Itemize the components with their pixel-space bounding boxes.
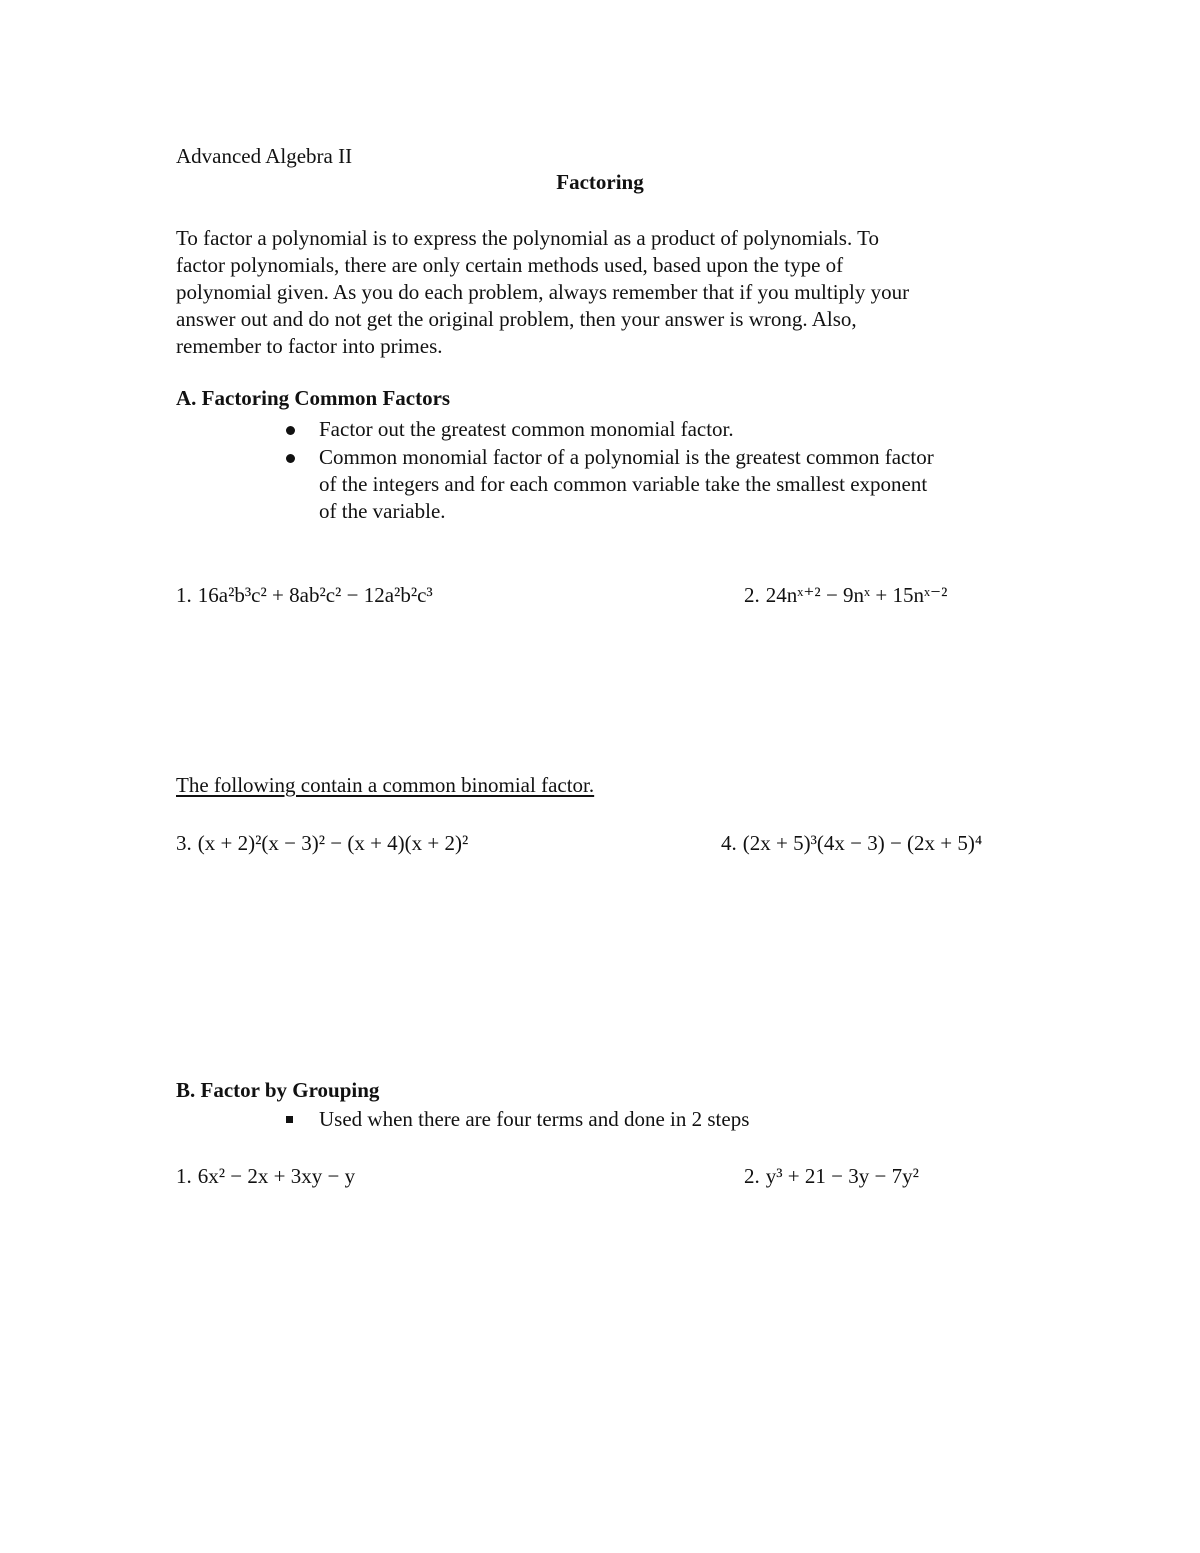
intro-line: polynomial given. As you do each problem, always remember that if you multiply your [176,280,910,304]
problem-expression: (x + 2)²(x − 3)² − (x + 4)(x + 2)² [197,831,469,855]
intro-paragraph [176,225,1026,360]
problem-expression: 16a²b³c² + 8ab²c² − 12a²b²c³ [197,583,433,607]
bullet-text: of the integers and for each common variable take the smallest exponent [319,472,928,496]
problem-number: 4. [721,831,737,855]
problem-b2 [744,1164,919,1189]
intro-line: remember to factor into primes. [176,334,443,358]
intro-line: answer out and do not get the original problem, then your answer is wrong. Also, [176,307,857,331]
bullet-item [282,1106,1042,1133]
problem-a4 [721,831,982,856]
problem-number: 3. [176,831,192,855]
binomial-note: The following contain a common binomial factor. [176,773,595,797]
problem-expression: (2x + 5)³(4x − 3) − (2x + 5)⁴ [742,831,983,855]
problem-b1 [176,1164,355,1189]
section-a-heading: A. Factoring Common Factors [176,386,451,410]
bullet-text: Factor out the greatest common monomial factor. [319,417,734,441]
section-b-heading: B. Factor by Grouping [176,1078,380,1102]
intro-line: factor polynomials, there are only certain methods used, based upon the type of [176,253,844,277]
problem-number: 1. [176,583,192,607]
problem-number: 1. [176,1164,192,1188]
problem-number: 2. [744,1164,760,1188]
bullet-text: Used when there are four terms and done in 2 steps [319,1107,750,1131]
problem-a2 [744,583,947,608]
page-title: Factoring [556,170,644,194]
bullet-item [282,444,1042,525]
problem-number: 2. [744,583,760,607]
problem-a1 [176,583,433,608]
bullet-item [282,416,1042,443]
problem-expression: y³ + 21 − 3y − 7y² [765,1164,919,1188]
bullet-text: of the variable. [319,499,446,523]
intro-line: To factor a polynomial is to express the polynomial as a product of polynomials. To [176,226,879,250]
problem-expression: 6x² − 2x + 3xy − y [197,1164,356,1188]
problem-expression: 24nˣ⁺² − 9nˣ + 15nˣ⁻² [765,583,948,607]
bullet-text: Common monomial factor of a polynomial is the greatest common factor [319,445,934,469]
section-b-bullets [282,1106,1042,1133]
course-name: Advanced Algebra II [176,144,353,168]
section-a-bullets [282,416,1042,525]
problem-a3 [176,831,468,856]
